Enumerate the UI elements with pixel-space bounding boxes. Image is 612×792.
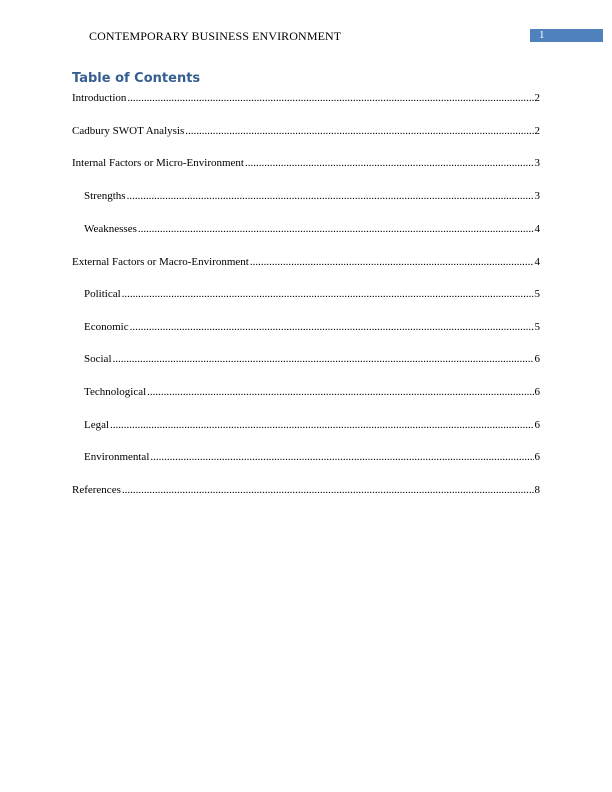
toc-entry-external-factors[interactable] [72, 255, 540, 269]
running-header-title: CONTEMPORARY BUSINESS ENVIRONMENT [89, 29, 342, 43]
toc-entry-introduction[interactable] [72, 91, 540, 105]
toc-entry-title: Environmental [84, 451, 150, 463]
toc-heading: Table of Contents [72, 71, 201, 86]
toc-entry-page: 6 [534, 386, 540, 398]
toc-entry-title: Legal [84, 419, 110, 431]
toc-dot-leader [130, 320, 534, 334]
toc-entry-title: Introduction [72, 92, 127, 104]
toc-entry-title: Economic [84, 321, 129, 333]
toc-entry-page: 5 [534, 321, 540, 333]
toc-dot-leader [110, 418, 533, 432]
toc-entry-political[interactable] [84, 287, 540, 301]
toc-entry-technological[interactable] [84, 385, 540, 399]
toc-entry-internal-factors[interactable] [72, 156, 540, 170]
toc-entry-title: References [72, 484, 121, 496]
toc-entry-title: Social [84, 353, 112, 365]
toc-entry-environmental[interactable] [84, 450, 540, 464]
toc-dot-leader [185, 124, 533, 138]
toc-dot-leader [127, 91, 533, 105]
toc-entry-title: External Factors or Macro-Environment [72, 256, 249, 268]
toc-dot-leader [150, 450, 533, 464]
toc-dot-leader [147, 385, 533, 399]
toc-dot-leader [127, 189, 534, 203]
toc-dot-leader [138, 222, 534, 236]
toc-entry-page: 4 [534, 256, 540, 268]
toc-dot-leader [122, 483, 534, 497]
toc-entry-page: 6 [534, 353, 540, 365]
toc-entry-page: 3 [534, 157, 540, 169]
toc-dot-leader [122, 287, 534, 301]
toc-entry-title: Strengths [84, 190, 126, 202]
toc-entry-page: 6 [534, 451, 540, 463]
page-number-badge: 1 [530, 29, 603, 42]
toc-entry-page: 6 [534, 419, 540, 431]
toc-entry-title: Weaknesses [84, 223, 137, 235]
toc-entry-references[interactable] [72, 483, 540, 497]
toc-entry-page: 5 [534, 288, 540, 300]
toc-entry-page: 3 [534, 190, 540, 202]
toc-entry-social[interactable] [84, 352, 540, 366]
toc-entry-economic[interactable] [84, 320, 540, 334]
toc-entry-page: 4 [534, 223, 540, 235]
toc-dot-leader [250, 255, 534, 269]
toc-dot-leader [113, 352, 534, 366]
toc-dot-leader [245, 156, 534, 170]
toc-entry-weaknesses[interactable] [84, 222, 540, 236]
toc-entry-page: 2 [534, 92, 540, 104]
toc-entry-legal[interactable] [84, 418, 540, 432]
toc-entry-page: 2 [534, 125, 540, 137]
toc-entry-strengths[interactable] [84, 189, 540, 203]
toc-entry-title: Technological [84, 386, 147, 398]
toc-entry-cadbury-swot-analysis[interactable] [72, 124, 540, 138]
toc-entry-title: Internal Factors or Micro-Environment [72, 157, 244, 169]
toc-entry-title: Cadbury SWOT Analysis [72, 125, 185, 137]
toc-entry-title: Political [84, 288, 121, 300]
toc-entry-page: 8 [534, 484, 540, 496]
